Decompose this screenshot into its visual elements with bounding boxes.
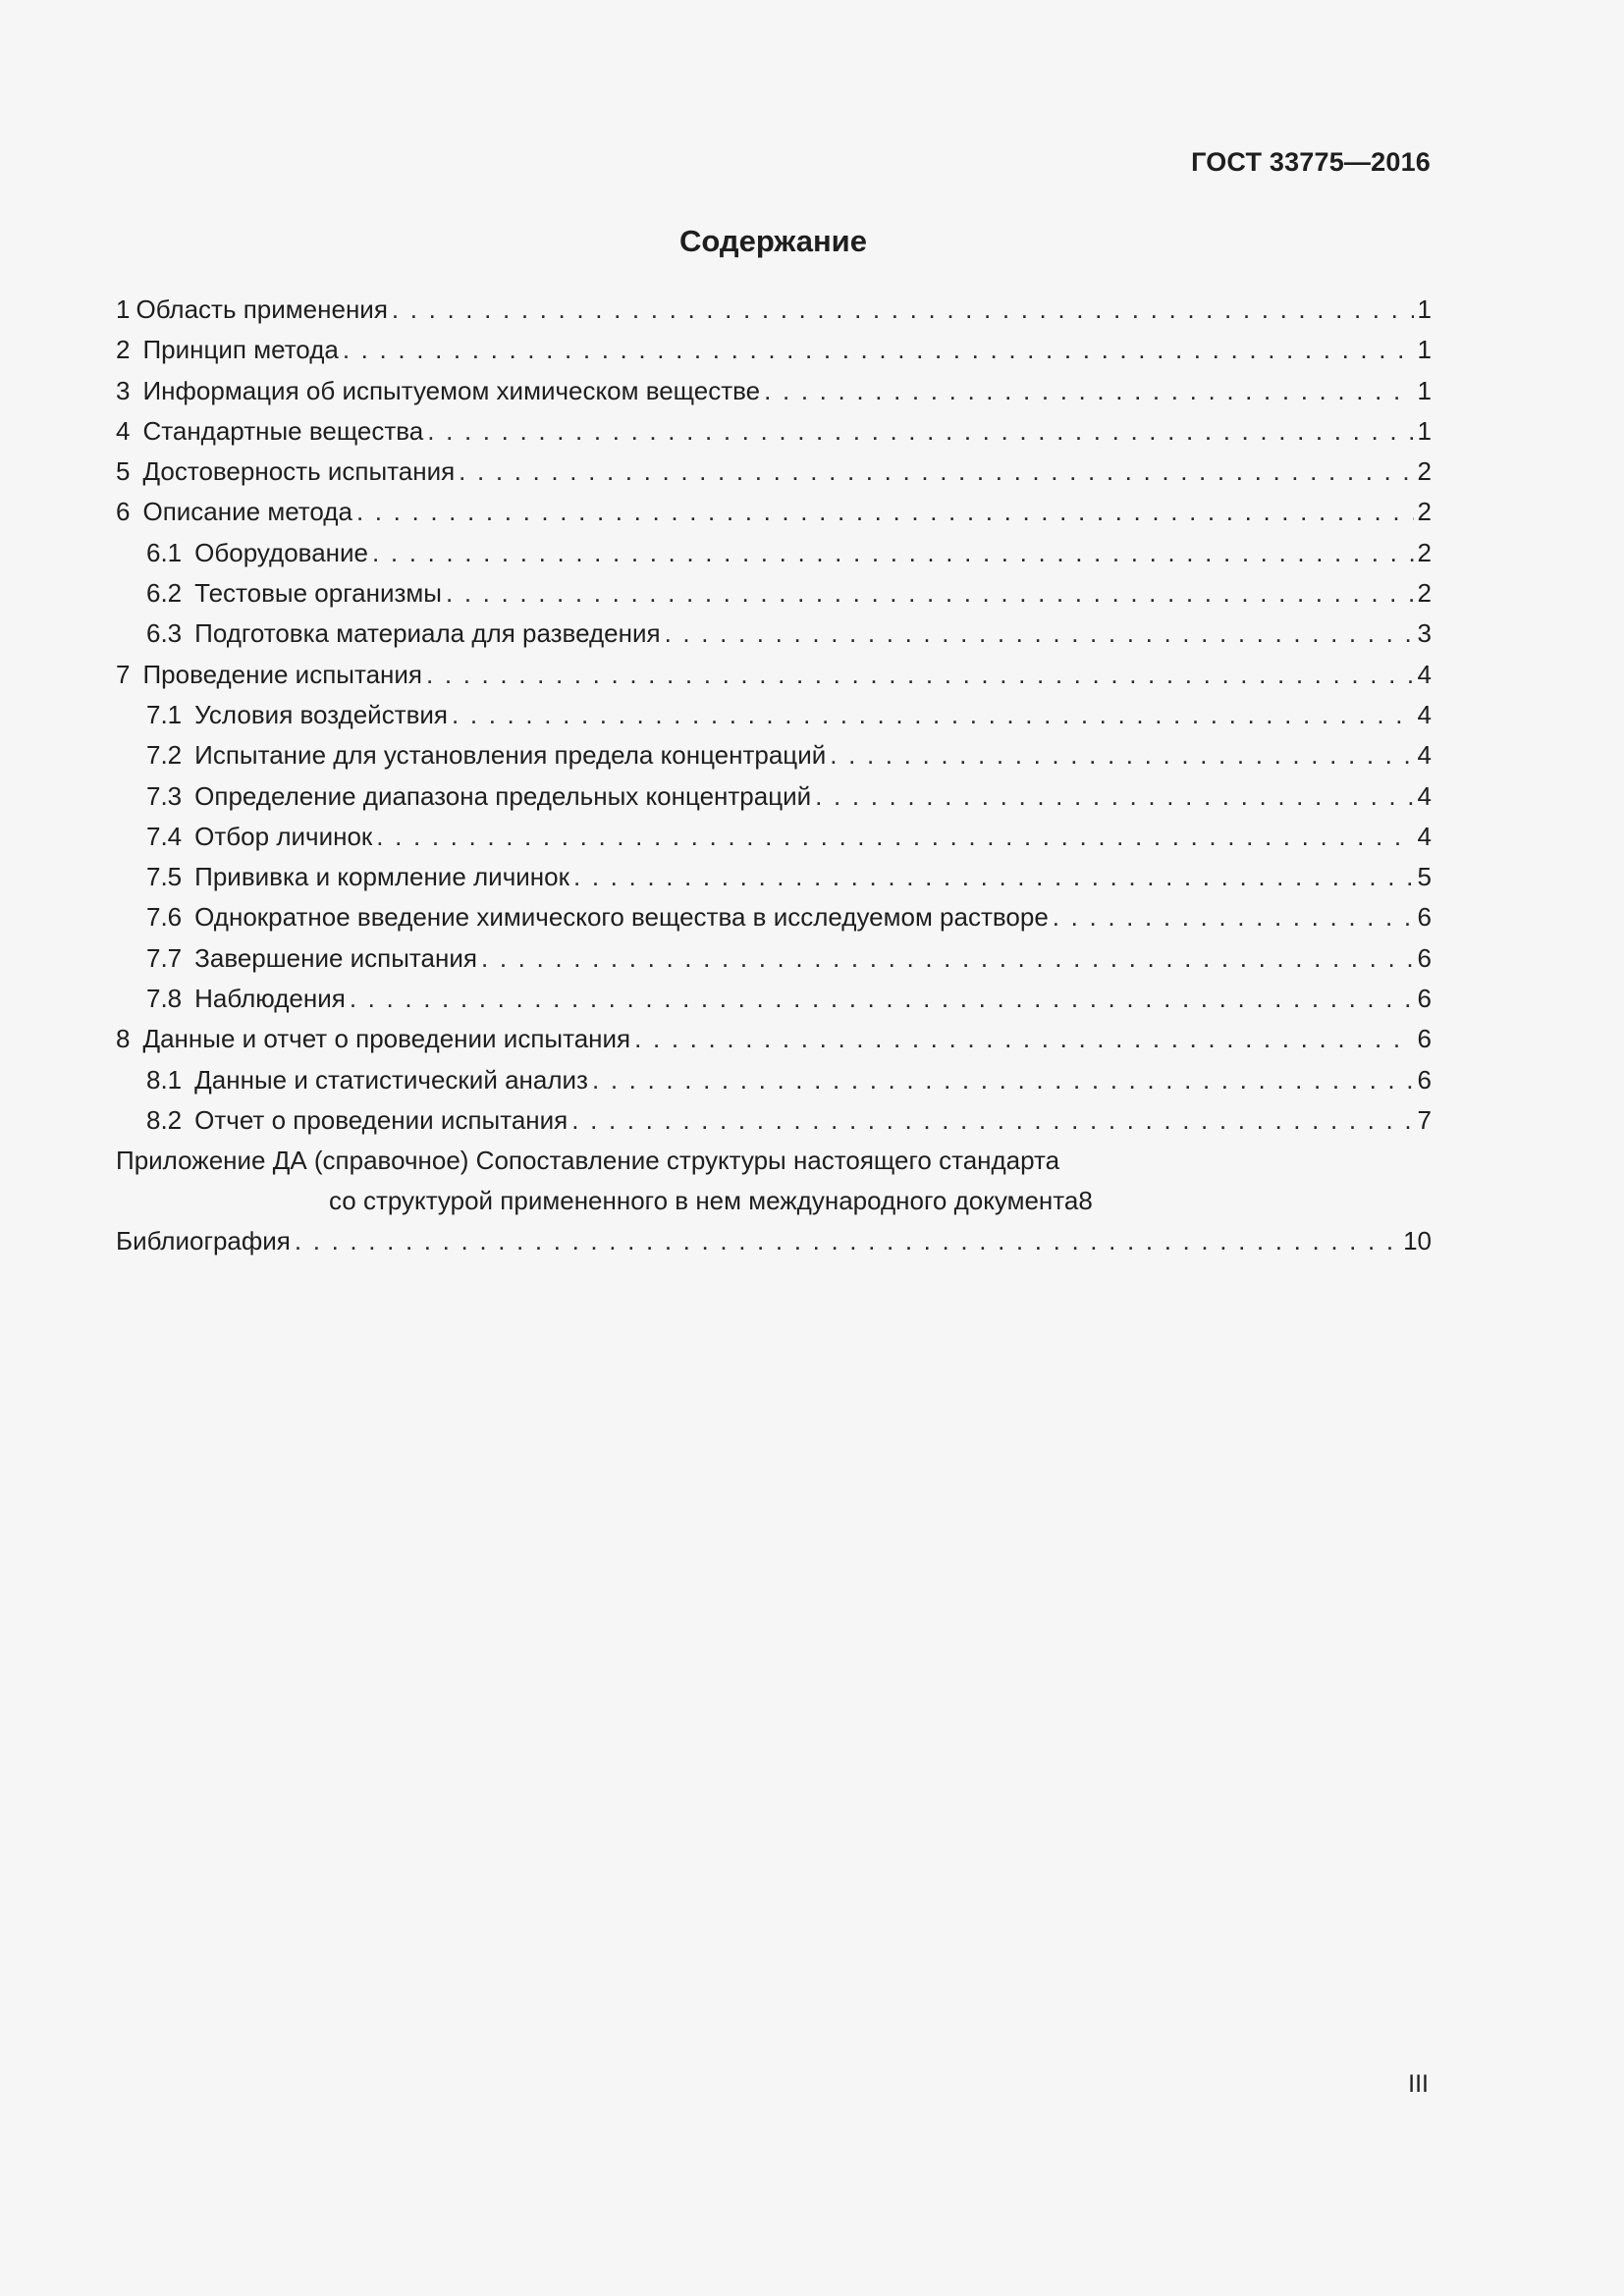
page-number: III <box>1408 2070 1429 2098</box>
toc-entry-page: 2 <box>1417 578 1432 609</box>
toc-entry-label: Определение диапазона предельных концентраций <box>194 780 812 811</box>
dot-leader <box>459 452 1413 492</box>
dot-leader <box>830 735 1413 775</box>
toc-entry-number: 7.5 <box>146 862 183 892</box>
toc-entry-page: 4 <box>1417 780 1432 811</box>
toc-entry <box>116 452 1432 492</box>
dot-leader <box>446 573 1414 614</box>
toc-entry-page: 5 <box>1417 862 1432 892</box>
toc-entry <box>116 330 1432 370</box>
toc-entry-number: 8 <box>116 1024 131 1054</box>
toc-entry-label: Информация об испытуемом химическом веществе <box>142 375 761 405</box>
toc-entry-label: Однократное введение химического вещества в исследуемом растворе <box>194 902 1049 933</box>
toc-entry-label: Данные и статистический анализ <box>194 1064 588 1095</box>
toc-entry-label: Отбор личинок <box>194 821 373 851</box>
dot-leader <box>764 371 1413 411</box>
toc-entry-number: 8.2 <box>146 1104 183 1135</box>
toc-entry-label: Данные и отчет о проведении испытания <box>142 1024 631 1054</box>
toc-subentry <box>116 573 1432 614</box>
toc-entry-number: 5 <box>116 456 131 487</box>
toc-entry-page: 4 <box>1417 659 1432 689</box>
toc-entry-page: 6 <box>1417 984 1432 1014</box>
toc-entry-number: 2 <box>116 335 131 365</box>
toc-entry <box>116 492 1432 532</box>
toc-title: Содержание <box>679 224 867 258</box>
toc-entry-page: 6 <box>1417 1024 1432 1054</box>
toc-entry <box>116 290 1432 330</box>
toc-entry-page: 10 <box>1403 1226 1432 1256</box>
toc-entry-page: 4 <box>1417 821 1432 851</box>
toc-entry-page: 1 <box>1417 335 1432 365</box>
toc-entry-page: 7 <box>1417 1104 1432 1135</box>
dot-leader <box>573 857 1414 897</box>
toc-entry-label: Условия воздействия <box>194 699 449 729</box>
toc-entry <box>116 655 1432 695</box>
toc-entry-number: 7.6 <box>146 902 183 933</box>
toc-entry-number: 6.3 <box>146 618 183 649</box>
toc-subentry <box>116 897 1432 937</box>
dot-leader <box>592 1060 1414 1100</box>
toc-entry-page: 2 <box>1417 497 1432 527</box>
toc-entry-number: 7.1 <box>146 699 183 729</box>
toc-entry-page: 1 <box>1417 294 1432 324</box>
toc-entry-label: Описание метода <box>142 497 352 527</box>
toc-entry-label: Тестовые организмы <box>194 578 442 609</box>
toc-entry-number: 7.2 <box>146 740 183 771</box>
dot-leader <box>350 979 1414 1019</box>
toc-entry-page: 6 <box>1417 1064 1432 1095</box>
toc-subentry <box>116 857 1432 897</box>
toc-entry-page: 4 <box>1417 740 1432 771</box>
dot-leader <box>481 938 1414 979</box>
dot-leader <box>376 817 1413 857</box>
toc-entry-number: 6 <box>116 497 131 527</box>
toc-appendix-entry <box>116 1141 1432 1221</box>
dot-leader <box>634 1019 1413 1059</box>
toc-entry-number: 3 <box>116 375 131 405</box>
toc-entry-number: 8.1 <box>146 1064 183 1095</box>
toc-entry-label: со структурой примененного в нем международного документа <box>329 1186 1079 1216</box>
toc-subentry <box>116 1100 1432 1141</box>
dot-leader <box>427 411 1413 452</box>
toc-entry-number: 7.4 <box>146 821 183 851</box>
toc-entry-label: Проведение испытания <box>142 659 423 689</box>
toc-subentry <box>116 817 1432 857</box>
dot-leader <box>571 1100 1413 1141</box>
document-code: ГОСТ 33775—2016 <box>1191 147 1431 177</box>
toc-subentry <box>116 1060 1432 1100</box>
dot-leader <box>295 1221 1399 1261</box>
toc-entry <box>116 1019 1432 1059</box>
toc-entry-page: 4 <box>1417 699 1432 729</box>
table-of-contents <box>116 290 1432 1262</box>
toc-entry-page: 8 <box>1078 1186 1093 1216</box>
dot-leader <box>815 776 1413 817</box>
toc-entry-label: Принцип метода <box>142 335 339 365</box>
toc-entry-label: Наблюдения <box>194 984 346 1014</box>
toc-entry-number: 7.8 <box>146 984 183 1014</box>
toc-entry-number: 6.2 <box>146 578 183 609</box>
toc-entry-number: 4 <box>116 415 131 446</box>
toc-entry <box>116 371 1432 411</box>
toc-entry-page: 2 <box>1417 456 1432 487</box>
toc-entry-number: 1 <box>116 294 131 324</box>
dot-leader <box>452 695 1414 735</box>
toc-entry-label: Стандартные вещества <box>142 415 424 446</box>
toc-subentry <box>116 735 1432 775</box>
toc-entry-label: Достоверность испытания <box>142 456 456 487</box>
toc-entry-page: 1 <box>1417 375 1432 405</box>
toc-entry-label: Отчет о проведении испытания <box>194 1104 568 1135</box>
toc-subentry <box>116 614 1432 654</box>
toc-subentry <box>116 776 1432 817</box>
toc-entry-number: 6.1 <box>146 537 183 567</box>
toc-entry-label: Испытание для установления предела концентраций <box>194 740 827 771</box>
toc-entry-label: Подготовка материала для разведения <box>194 618 661 649</box>
toc-entry-number: 7.7 <box>146 942 183 973</box>
toc-appendix-title: Приложение ДА (справочное) Сопоставление структуры настоящего стандарта <box>116 1146 1060 1176</box>
dot-leader <box>665 614 1414 654</box>
toc-appendix-continuation <box>116 1181 1432 1221</box>
toc-entry-label: Библиография <box>116 1226 291 1256</box>
toc-entry-label: Оборудование <box>194 537 368 567</box>
toc-entry-page: 2 <box>1417 537 1432 567</box>
toc-subentry <box>116 979 1432 1019</box>
toc-subentry <box>116 533 1432 573</box>
toc-subentry <box>116 938 1432 979</box>
dot-leader <box>372 533 1414 573</box>
toc-entry-page: 1 <box>1417 415 1432 446</box>
toc-bibliography-entry <box>116 1221 1432 1261</box>
toc-entry-page: 6 <box>1417 942 1432 973</box>
dot-leader <box>1053 897 1414 937</box>
dot-leader <box>426 655 1414 695</box>
dot-leader <box>392 290 1414 330</box>
toc-entry-page: 6 <box>1417 902 1432 933</box>
toc-entry-label: Завершение испытания <box>194 942 477 973</box>
dot-leader <box>343 330 1414 370</box>
toc-entry-label: Область применения <box>135 294 388 324</box>
toc-entry-number: 7.3 <box>146 780 183 811</box>
dot-leader <box>356 492 1414 532</box>
toc-entry-number: 7 <box>116 659 131 689</box>
toc-entry-page: 3 <box>1417 618 1432 649</box>
toc-subentry <box>116 695 1432 735</box>
toc-entry-label: Прививка и кормление личинок <box>194 862 569 892</box>
toc-entry <box>116 411 1432 452</box>
